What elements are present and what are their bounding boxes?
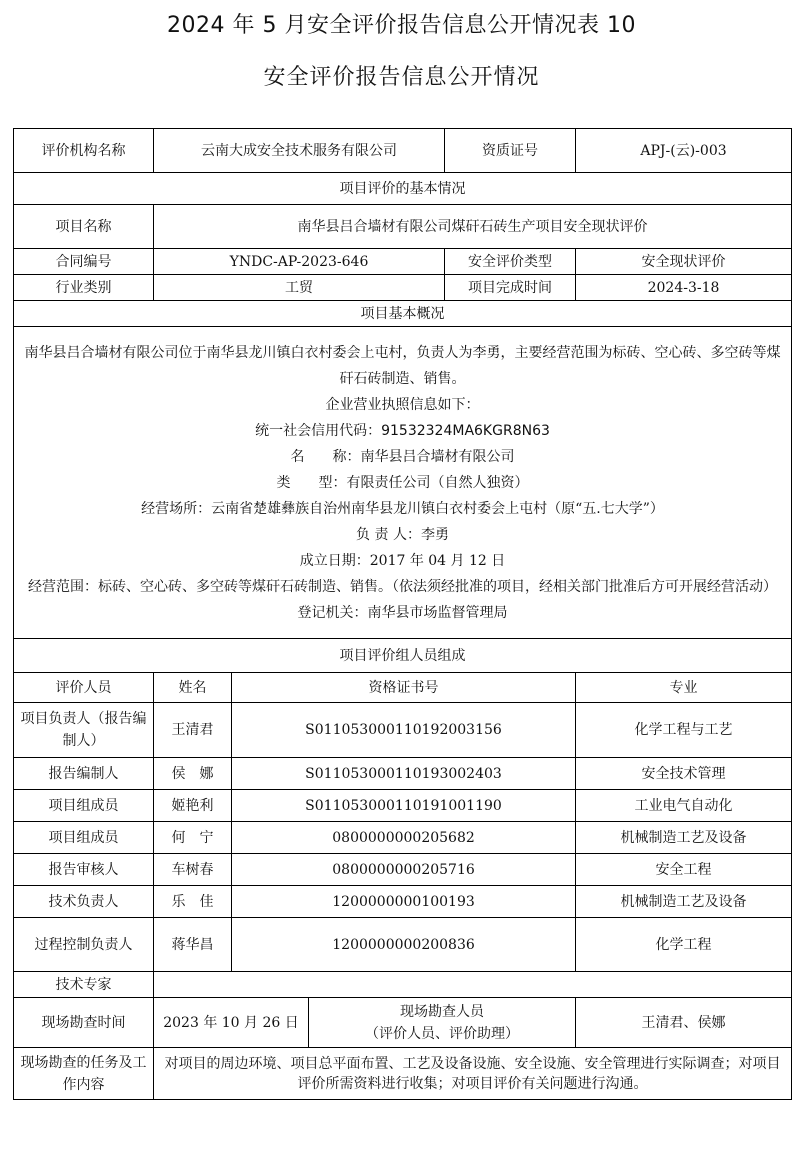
team-major: 化学工程 xyxy=(576,918,792,972)
business-place-line xyxy=(18,496,787,522)
person-in-charge-line xyxy=(18,522,787,548)
team-major: 化学工程与工艺 xyxy=(576,703,792,758)
team-name: 王清君 xyxy=(154,703,232,758)
person-in-charge-key: 负 责 人： xyxy=(356,526,421,543)
business-place-value: 云南省楚雄彝族自治州南华县龙川镇白衣村委会上屯村（原“五.七大学”） xyxy=(211,500,664,517)
credit-code-value: 91532324MA6KGR8N63 xyxy=(381,422,550,439)
team-section-header: 项目评价组人员组成 xyxy=(14,639,792,673)
table-title: 安全评价报告信息公开情况 xyxy=(263,65,540,90)
project-name-value: 南华县吕合墙材有限公司煤矸石砖生产项目安全现状评价 xyxy=(154,205,792,249)
table-row xyxy=(14,822,792,854)
registry-value: 南华县市场监督管理局 xyxy=(367,604,508,621)
team-header-major: 专业 xyxy=(576,673,792,703)
team-role: 项目组成员 xyxy=(14,822,154,854)
table-row xyxy=(14,758,792,790)
survey-time-value: 2023 年 10 月 26 日 xyxy=(154,998,309,1048)
team-cert: 0800000000205716 xyxy=(232,854,576,886)
team-header-name: 姓名 xyxy=(154,673,232,703)
business-place-key: 经营场所： xyxy=(141,500,212,517)
company-type-key: 类 型： xyxy=(276,474,347,491)
expert-row xyxy=(14,972,792,998)
team-header-row xyxy=(14,673,792,703)
team-name: 乐 佳 xyxy=(154,886,232,918)
company-type-value: 有限责任公司（自然人独资） xyxy=(346,474,529,491)
overview-intro: 南华县吕合墙材有限公司位于南华县龙川镇白衣村委会上屯村，负责人为李勇，主要经营范围为标砖、空心砖、多空砖等煤矸石砖制造、销售。 xyxy=(24,344,781,387)
expert-label: 技术专家 xyxy=(14,972,154,998)
registry-line xyxy=(18,600,787,626)
survey-row xyxy=(14,998,792,1048)
expert-value xyxy=(154,972,792,998)
contract-label: 合同编号 xyxy=(14,249,154,275)
company-name-key: 名 称： xyxy=(290,448,361,465)
basic-section-header: 项目评价的基本情况 xyxy=(14,173,792,205)
team-cert: S011053000110192003156 xyxy=(232,703,576,758)
license-heading: 企业营业执照信息如下： xyxy=(325,396,480,413)
team-major: 机械制造工艺及设备 xyxy=(576,886,792,918)
team-role: 项目负责人（报告编制人） xyxy=(14,703,154,758)
team-role: 项目组成员 xyxy=(14,790,154,822)
team-role: 技术负责人 xyxy=(14,886,154,918)
agency-name-label: 评价机构名称 xyxy=(14,129,154,173)
credit-code-line xyxy=(18,418,787,444)
agency-name-value: 云南大成安全技术服务有限公司 xyxy=(154,129,445,173)
team-name: 姬艳利 xyxy=(154,790,232,822)
survey-time-label: 现场勘查时间 xyxy=(14,998,154,1048)
team-cert: 0800000000205682 xyxy=(232,822,576,854)
team-name: 车树春 xyxy=(154,854,232,886)
eval-type-value: 安全现状评价 xyxy=(576,249,792,275)
team-cert: S011053000110191001190 xyxy=(232,790,576,822)
person-in-charge-value: 李勇 xyxy=(420,526,449,543)
survey-staff-value: 王清君、侯娜 xyxy=(576,998,792,1048)
agency-row xyxy=(14,129,792,173)
team-name: 何 宁 xyxy=(154,822,232,854)
team-cert: 1200000000100193 xyxy=(232,886,576,918)
overview-section-header: 项目基本概况 xyxy=(14,301,792,327)
business-scope-line xyxy=(18,574,787,600)
survey-staff-sublabel: （评价人员、评价助理） xyxy=(365,1025,519,1042)
team-name: 蒋华昌 xyxy=(154,918,232,972)
team-cert: S011053000110193002403 xyxy=(232,758,576,790)
company-name-line xyxy=(18,444,787,470)
registry-key: 登记机关： xyxy=(297,604,368,621)
business-scope-value: 标砖、空心砖、多空砖等煤矸石砖制造、销售。（依法须经批准的项目，经相关部门批准后方可开展经营活动） xyxy=(98,578,777,595)
team-major: 工业电气自动化 xyxy=(576,790,792,822)
team-major: 机械制造工艺及设备 xyxy=(576,822,792,854)
team-header-cert: 资格证书号 xyxy=(232,673,576,703)
table-row xyxy=(14,703,792,758)
established-date-value: 2017 年 04 月 12 日 xyxy=(369,552,506,569)
team-header-role: 评价人员 xyxy=(14,673,154,703)
company-name-value: 南华县吕合墙材有限公司 xyxy=(360,448,515,465)
team-name: 侯 娜 xyxy=(154,758,232,790)
team-cert: 1200000000200836 xyxy=(232,918,576,972)
cert-label: 资质证号 xyxy=(445,129,576,173)
team-major: 安全工程 xyxy=(576,854,792,886)
completion-label: 项目完成时间 xyxy=(445,275,576,301)
overview-body xyxy=(14,327,792,639)
team-role: 报告编制人 xyxy=(14,758,154,790)
tasks-value: 对项目的周边环境、项目总平面布置、工艺及设备设施、安全设施、安全管理进行实际调查；对项目评价所需资料进行收集；对项目评价有关问题进行沟通。 xyxy=(154,1048,792,1100)
cert-value: APJ-(云)-003 xyxy=(576,129,792,173)
project-name-label: 项目名称 xyxy=(14,205,154,249)
contract-value: YNDC-AP-2023-646 xyxy=(154,249,445,275)
eval-type-label: 安全评价类型 xyxy=(445,249,576,275)
established-date-line xyxy=(18,548,787,574)
survey-staff-label-cell xyxy=(309,998,576,1048)
team-role: 报告审核人 xyxy=(14,854,154,886)
company-type-line xyxy=(18,470,787,496)
established-date-key: 成立日期： xyxy=(299,552,370,569)
table-row xyxy=(14,886,792,918)
survey-staff-label: 现场勘查人员 xyxy=(400,1003,484,1020)
document-title: 2024 年 5 月安全评价报告信息公开情况表 10 xyxy=(167,13,636,38)
disclosure-table xyxy=(13,128,792,1100)
credit-code-label: 统一社会信用代码： xyxy=(255,422,382,439)
tasks-label: 现场勘查的任务及工作内容 xyxy=(14,1048,154,1100)
completion-value: 2024-3-18 xyxy=(576,275,792,301)
table-row xyxy=(14,918,792,972)
industry-value: 工贸 xyxy=(154,275,445,301)
table-row xyxy=(14,854,792,886)
industry-label: 行业类别 xyxy=(14,275,154,301)
table-row xyxy=(14,790,792,822)
team-major: 安全技术管理 xyxy=(576,758,792,790)
business-scope-key: 经营范围： xyxy=(28,578,98,595)
tasks-row xyxy=(14,1048,792,1100)
team-role: 过程控制负责人 xyxy=(14,918,154,972)
